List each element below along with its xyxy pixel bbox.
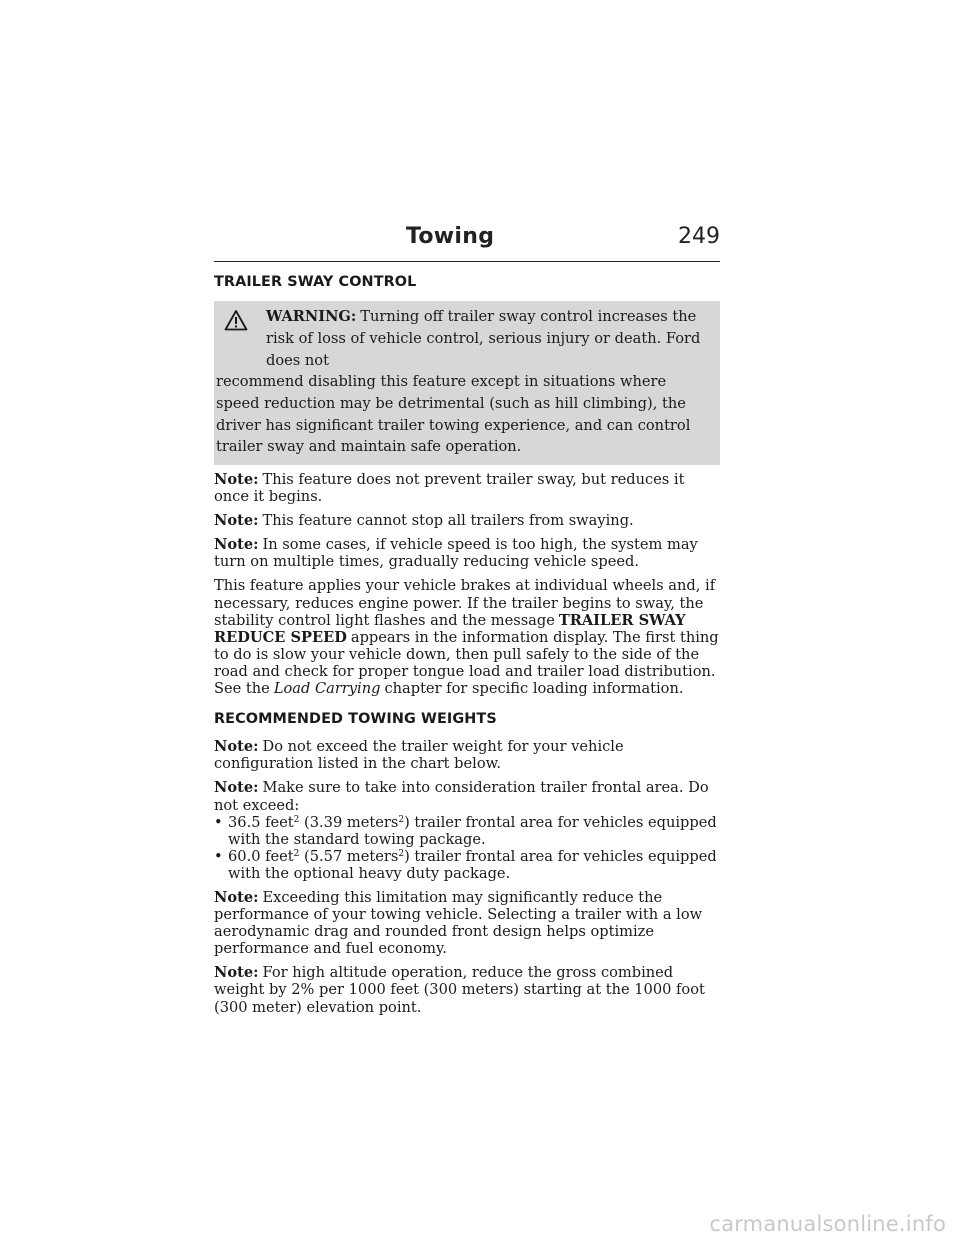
body-text: appears in the information display. The first thing to do is slow your vehicle down, then pull safely to the side of the road and check for proper tongue load and trailer load distribution. See the [214,628,719,698]
note-text: In some cases, if vehicle speed is too high, the system may turn on multiple times, gradually reducing vehicle speed. [214,536,698,571]
note-paragraph [214,536,720,570]
frontal-area-list [214,814,720,882]
warning-box [214,301,720,465]
note-text: Make sure to take into consideration trailer frontal area. Do not exceed: [214,779,709,814]
note-text: For high altitude operation, reduce the gross combined weight by 2% per 1000 feet (300 meters) starting at the 1000 foot (300 meter) elevation point. [214,964,705,1016]
note-paragraph [214,779,720,813]
note-text: This feature cannot stop all trailers from swaying. [262,512,634,530]
note-paragraph [214,889,720,957]
note-paragraph [214,964,720,1015]
note-label: Note: [214,888,259,906]
bullet-icon: • [214,847,223,865]
note-label: Note: [214,536,259,554]
list-item: • 60.0 feet$^2$ (5.57 meters$^2$) trailer frontal area for vehicles equipped with the optional heavy duty package. [214,847,717,882]
note-text: Exceeding this limitation may significantly reduce the performance of your towing vehicle. Selecting a trailer with a low aerodynamic drag and rounded front design helps optimize performance and fuel economy. [214,888,703,958]
note-paragraph [214,738,720,772]
warning-label: WARNING: [266,308,357,326]
warning-first-lines [266,306,714,371]
body-paragraph [214,577,720,697]
note-label: Note: [214,738,259,756]
header-rule [214,261,720,262]
note-label: Note: [214,471,259,489]
warning-first-text: Turning off trailer sway control increases the risk of loss of vehicle control, serious injury or death. Ford does not [266,308,701,369]
note-label: Note: [214,512,259,530]
section-title-trailer-sway: TRAILER SWAY CONTROL [214,274,417,290]
note-text: Do not exceed the trailer weight for your vehicle configuration listed in the chart below. [214,738,624,773]
body-text: This feature applies your vehicle brakes at individual wheels and, if necessary, reduces engine power. If the trailer begins to sway, the stability control light flashes and the message [214,577,716,629]
list-item: • 36.5 feet$^2$ (3.39 meters$^2$) trailer frontal area for vehicles equipped with the standard towing package. [214,813,717,848]
note-paragraph [214,471,720,505]
warning-triangle-icon [216,306,266,371]
body-text: chapter for specific loading information. [384,680,684,698]
section-title-towing-weights: RECOMMENDED TOWING WEIGHTS [214,711,497,728]
note-label: Note: [214,964,259,982]
warning-rest-text: recommend disabling this feature except in situations where speed reduction may be detrimental (such as hill climbing), the driver has significant trailer towing experience, and can control trailer sway and maintain safe operation. [216,373,691,456]
watermark-text[interactable]: carmanualsonline.info [709,1212,946,1236]
manual-page [214,224,720,1023]
page-number: 249 [678,224,720,249]
chapter-title: Towing [406,224,495,249]
note-text: This feature does not prevent trailer sway, but reduces it once it begins. [214,471,685,506]
bullet-icon: • [214,813,223,831]
note-label: Note: [214,779,259,797]
note-paragraph [214,512,720,529]
chapter-reference: Load Carrying [273,680,381,698]
page-header [214,224,720,258]
display-message: TRAILER SWAY REDUCE SPEED [214,611,686,646]
